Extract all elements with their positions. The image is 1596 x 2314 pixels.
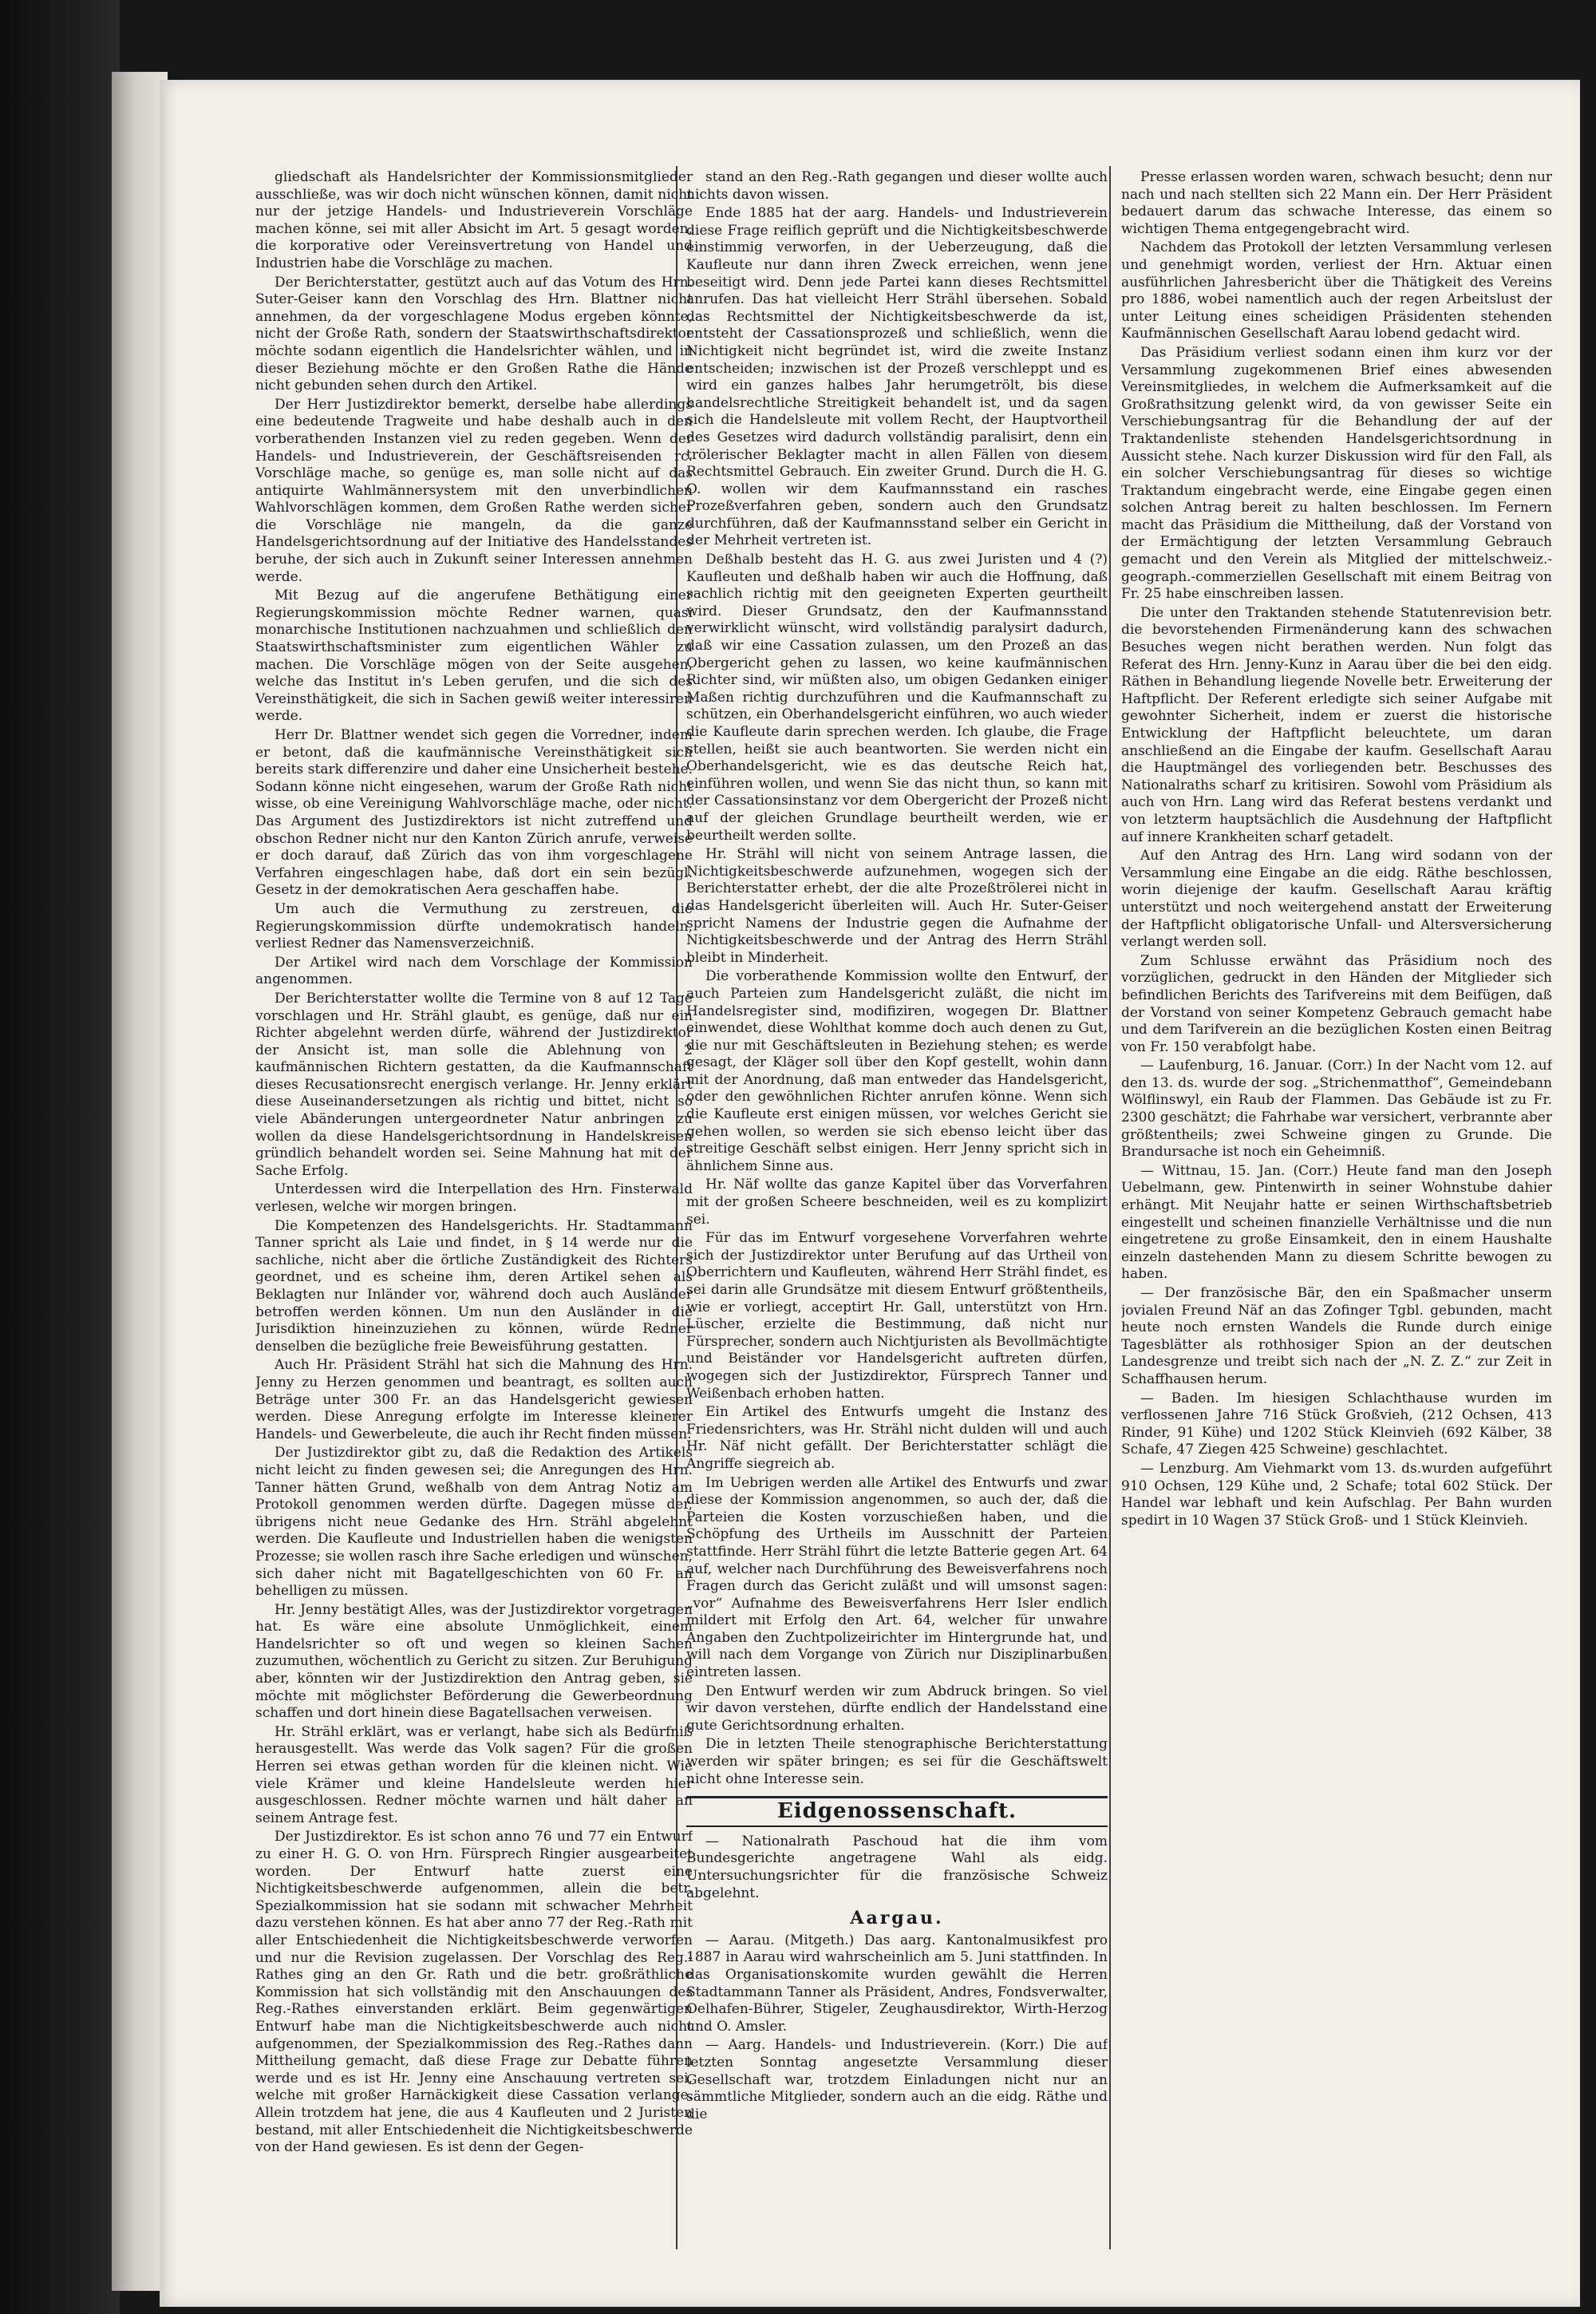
column-3: [1121, 169, 1552, 2245]
article-paragraph: Ende 1885 hat der aarg. Handels- und Industrieverein diese Frage reiflich geprüft und die Nichtigkeitsbeschwerde einstimmig verworfen, in der Ueberzeugung, daß die Kaufleute nur dann ihren Zweck erreichen, wenn jene beseitigt wird. Denn jede Partei kann dieses Rechtsmittel anrufen. Das hat vielleicht Herr Strähl übersehen. Sobald das Rechtsmittel der Nichtigkeitsbeschwerde da ist, entsteht der Cassationsprozeß und schließlich, wenn die Nichtigkeit nicht begründet ist, wird die zweite Instanz entscheiden; inzwischen ist der Prozeß verschleppt und es wird ein ganzes halbes Jahr herumgetrölt, bis diese handelsrechtliche Streitigkeit behandelt ist, und da sagen sich die Handelsleute mit vollem Recht, der Hauptvortheil des Gesetzes wird dadurch vollständig paralisirt, denn ein trölerischer Beklagter macht in allen Fällen von diesem Rechtsmittel Gebrauch. Ein zweiter Grund. Durch die H. G. O. wollen wir dem Kaufmannsstand ein rasches Prozeßverfahren geben, sondern auch den Grundsatz durchführen, daß der Kaufmannsstand selber ein Gericht in der Mehrheit vertreten ist.: [686, 205, 1108, 549]
article-paragraph: Auf den Antrag des Hrn. Lang wird sodann von der Versammlung eine Eingabe an die eidg. Räthe beschlossen, worin diejenige der kaufm. Gesellschaft Aarau kräftig unterstützt und noch weitergehend anstatt der Erweiterung der Haftpflicht obligatorische Unfall- und Altersversicherung verlangt werden soll.: [1121, 848, 1552, 951]
article-paragraph: — Aarg. Handels- und Industrieverein. (Korr.) Die auf letzten Sonntag angesetzte Versammlung dieser Gesellschaft war, trotzdem Einladungen nicht nur an sämmtliche Mitglieder, sondern auch an die eidg. Räthe und die: [686, 2037, 1108, 2122]
article-paragraph: Die unter den Traktanden stehende Statutenrevision betr. die bevorstehenden Firmenänderung kann des schwachen Besuches wegen nicht berathen werden. Nun folgt das Referat des Hrn. Jenny-Kunz in Aarau über die bei den eidg. Räthen in Behandlung liegende Novelle betr. Erweiterung der Haftpflicht. Der Referent erledigte sich seiner Aufgabe mit gewohnter Sicherheit, indem er zuerst die historische Entwicklung der Haftpflicht beleuchtete, um daran anschließend an die Eingabe der kaufm. Gesellschaft Aarau die Hauptmängel des vorliegenden betr. Beschusses des Nationalraths scharf zu kritisiren. Sowohl vom Präsidium als auch von Hrn. Lang wird das Referat bestens verdankt und von letzterm hauptsächlich die Ausdehnung der Haftpflicht auf innere Krankheiten scharf getadelt.: [1121, 604, 1552, 845]
article-paragraph: — Laufenburg, 16. Januar. (Corr.) In der Nacht vom 12. auf den 13. ds. wurde der sog. „Strichenmatthof“, Gemeindebann Wölflinswyl, ein Raub der Flammen. Das Gebäude ist zu Fr. 2300 geschätzt; die Fahrhabe war versichert, verbrannte aber größtentheils; zwei Schweine gingen zu Grunde. Die Brandursache ist noch ein Geheimniß.: [1121, 1058, 1552, 1161]
section-heading-eidgenossenschaft: Eidgenossenschaft.: [686, 1796, 1108, 1827]
article-paragraph: Unterdessen wird die Interpellation des Hrn. Finsterwald verlesen, welche wir morgen bringen.: [255, 1181, 693, 1216]
article-paragraph: Für das im Entwurf vorgesehene Vorverfahren wehrte sich der Justizdirektor unter Berufung auf das Urtheil von Oberrichtern und Kaufleuten, während Herr Strähl findet, es sei darin alle Grundsätze mit diesem Entwurf größtentheils, wie er vorliegt, acceptirt Hr. Gall, unterstützt von Hrn. Lüscher, erzielte die Bestimmung, daß nicht nur Fürsprecher, sondern auch Nichtjuristen als Bevollmächtigte und Beiständer vor Handelsgericht auftreten dürfen, wogegen sich der Justizdirektor, Fürsprech Tanner und Weißenbach erhoben hatten.: [686, 1230, 1108, 1402]
article-paragraph: Deßhalb besteht das H. G. aus zwei Juristen und 4 (?) Kaufleuten und deßhalb haben wir auch die Hoffnung, daß sachlich richtig mit den geeigneten Experten geurtheilt wird. Dieser Grundsatz, den der Kaufmannsstand verwirklicht wünscht, wird vollständig paralysirt dadurch, daß wir eine Cassation zulassen, um den Prozeß an das Obergericht gehen zu lassen, wo keine kaufmännischen Richter sind, wir müßten also, um obigen Gedanken einiger Maßen richtig durchzuführen und die Kaufmannschaft zu schützen, ein Oberhandelsgericht einführen, wo auch wieder die Kaufleute darin sprechen werden. Ich glaube, die Frage stellen, heißt sie auch beantworten. Sie werden nicht ein Oberhandelsgericht, wie es das deutsche Reich hat, einführen wollen, und wenn Sie das nicht thun, so kann mit der Cassationsinstanz vor dem Obergericht der Prozeß nicht auf der gleichen Grundlage beurtheilt werden, wie er beurtheilt werden sollte.: [686, 552, 1108, 844]
article-paragraph: Auch Hr. Präsident Strähl hat sich die Mahnung des Hrn. Jenny zu Herzen genommen und beantragt, es sollten auch Beträge unter 300 Fr. an das Handelsgericht gewiesen werden. Diese Anregung erfolgte im Interesse kleinerer Handels- und Gewerbeleute, die auch ihr Recht finden müssen.: [255, 1357, 693, 1442]
article-paragraph: Um auch die Vermuthung zu zerstreuen, die Regierungskommission dürfte undemokratisch handeln, verliest Redner das Namensverzeichniß.: [255, 900, 693, 952]
article-paragraph: Hr. Strähl erklärt, was er verlangt, habe sich als Bedürfniß herausgestellt. Was werde das Volk sagen? Für die großen Herren sei etwas gethan worden für die kleinen nicht. Wie viele Krämer und kleine Handelsleute werden hier ausgeschlossen. Redner möchte warnen und hält daher an seinem Antrage fest.: [255, 1723, 693, 1826]
article-paragraph: — Nationalrath Paschoud hat die ihm vom Bundesgerichte angetragene Wahl als eidg. Untersuchungsrichter für die französische Schweiz abgelehnt.: [686, 1833, 1108, 1901]
article-paragraph: Hr. Näf wollte das ganze Kapitel über das Vorverfahren mit der großen Scheere beschneiden, weil es zu komplizirt sei.: [686, 1177, 1108, 1228]
article-paragraph: Herr Dr. Blattner wendet sich gegen die Vorredner, indem er betont, daß die kaufmännische Vereinsthätigkeit sich bereits stark differenzire und daher eine Unsicherheit bestehe. Sodann könne nicht eingesehen, warum der Große Rath nicht wisse, ob eine Vereinigung Wahlvorschläge mache, oder nicht. Das Argument des Justizdirektors ist nicht zutreffend und obschon Redner nicht nur den Kanton Zürich anrufe, verweise er doch darauf, daß Zürich das von ihm vorgeschlagene Verfahren eingeschlagen habe, daß dort ein sein bezügl. Gesetz in der demokratischen Aera geschaffen habe.: [255, 727, 693, 899]
article-paragraph: gliedschaft als Handelsrichter der Kommissionsmitglieder ausschließe, was wir doch nicht wünschen können, damit nicht nur der jetzige Handels- und Industrieverein Vorschläge machen könne, sei mit aller Absicht im Art. 5 gesagt worden, die korporative oder Vereinsvertretung von Handel und Industrien habe die Vorschläge zu machen.: [255, 169, 693, 271]
article-paragraph: Zum Schlusse erwähnt das Präsidium noch des vorzüglichen, gedruckt in den Händen der Mitglieder sich befindlichen Berichts des Tarifvereins mit dem Beifügen, daß der Vorstand von seiner Kompetenz Gebrauch gemacht habe und dem Tarifverein an die bezüglichen Kosten einen Beitrag von Fr. 150 verabfolgt habe.: [1121, 952, 1552, 1055]
article-paragraph: Die Kompetenzen des Handelsgerichts. Hr. Stadtammann Tanner spricht als Laie und findet, in § 14 werde nur die sachliche, nicht aber die örtliche Zuständigkeit des Richters geordnet, und es scheine ihm, deren Artikel sehen als Beklagten nur Inländer vor, während doch auch Ausländer betroffen werden können. Um nun den Ausländer in die Jurisdiktion hineinzuziehen zu können, würde Redner denselben die bezügliche freie Beweisführung gestatten.: [255, 1217, 693, 1355]
column-1: [255, 169, 693, 2245]
article-paragraph: Die vorberathende Kommission wollte den Entwurf, der auch Parteien zum Handelsgericht zuläßt, die nicht im Handelsregister sind, modifiziren, wogegen Dr. Blattner einwendet, diese Wohlthat komme doch auch denen zu Gut, die nur mit Geschäftsleuten in Beziehung stehen; es werde gesagt, der Kläger soll über den Kopf gestellt, wohin dann mit der Anordnung, daß man entweder das Handelsgericht, oder den gewöhnlichen Richter anrufen könne. Wenn sich die Kaufleute erst einigen müssen, vor welches Gericht sie gehen wollen, so werden sie sich ebenso leicht über das streitige Geschäft selbst einigen. Herr Jenny spricht sich in ähnlichem Sinne aus.: [686, 968, 1108, 1174]
article-paragraph: Im Uebrigen werden alle Artikel des Entwurfs und zwar diese der Kommission angenommen, so auch der, daß die Parteien die Kosten vorzuschießen haben, und die Schöpfung des Urtheils im Ausschnitt der Parteien stattfinde. Herr Strähl führt die letzte Batterie gegen Art. 64 auf, welcher nach Durchführung des Beweisverfahrens noch Fragen durch das Gericht zuläßt und will umsonst sagen: „vor“ Aufnahme des Beweisverfahrens Herr Isler endlich mildert mit Erfolg den Art. 64, welcher für unwahre Angaben den Zuchtpolizeirichter im Hintergrunde hat, und will nach dem Vorgange von Zürich nur Disziplinarbußen eintreten lassen.: [686, 1474, 1108, 1681]
article-paragraph: Das Präsidium verliest sodann einen ihm kurz vor der Versammlung zugekommenen Brief eines abwesenden Vereinsmitgliedes, in welchem die Aufmerksamkeit auf die Großrathsitzung gelenkt wird, da von gewisser Seite ein Verschiebungsantrag für die Behandlung der auf der Traktandenliste stehenden Handelsgerichtsordnung in Aussicht stehe. Nach kurzer Diskussion wird für den Fall, als ein solcher Verschiebungsantrag für dieses so wichtige Traktandum eingebracht werde, eine Eingabe gegen einen solchen Antrag bereit zu halten beschlossen. Im Fernern macht das Präsidium die Mittheilung, daß der Vorstand von der Ermächtigung der letzten Versammlung Gebrauch gemacht und den Verein als Mitglied der mittelschweiz.-geograph.-commerziellen Gesellschaft mit einem Beitrag von Fr. 25 habe einschreiben lassen.: [1121, 344, 1552, 603]
article-paragraph: — Wittnau, 15. Jan. (Corr.) Heute fand man den Joseph Uebelmann, gew. Pintenwirth in seiner Wohnstube dahier erhängt. Mit Neujahr hatte er seinen Wirthschaftsbetrieb eingestellt und scheinen finanzielle Verhältnisse und die nun eingetretene zu große Einsamkeit, den in einem Haushalte einzeln dastehenden Mann zu diesem Schritte bewogen zu haben.: [1121, 1162, 1552, 1283]
article-paragraph: Hr. Strähl will nicht von seinem Antrage lassen, die Nichtigkeitsbeschwerde aufzunehmen, wogegen sich der Berichterstatter erhebt, der die alte Prozeßtrölerei nicht in das Handelsgericht überleiten will. Auch Hr. Suter-Geiser spricht Namens der Industrie gegen die Aufnahme der Nichtigkeitsbeschwerde und der Antrag des Herrn Strähl bleibt in Minderheit.: [686, 846, 1108, 966]
article-paragraph: Der Herr Justizdirektor bemerkt, derselbe habe allerdings eine bedeutende Tragweite und habe deshalb auch in den vorberathenden Instanzen viel zu reden gegeben. Wenn der Handels- und Industrieverein, der Geschäftsreisenden rc. Vorschläge mache, so genüge es, man solle nicht auf das antiquirte Wahlmännersystem mit den unverbindlichen Wahlvorschlägen kommen, dem Großen Rathe werden sicher die Vorschläge nie mangeln, da die ganze Handelsgerichtsordnung auf der Initiative des Handelsstandes beruhe, der sich auch in Zukunft seiner Interessen annehmen werde.: [255, 396, 693, 585]
article-paragraph: — Der französische Bär, den ein Spaßmacher unserm jovialen Freund Näf an das Zofinger Tgbl. gebunden, macht heute noch ernsten Wandels die Runde durch einige Tagesblätter als rothhosiger Spion an der deutschen Landesgrenze und treibt sich nach der „N. Z. Z.“ zur Zeit in Schaffhausen herum.: [1121, 1285, 1552, 1387]
article-paragraph: Presse erlassen worden waren, schwach besucht; denn nur nach und nach stellten sich 22 Mann ein. Der Herr Präsident bedauert darum das schwache Interesse, das einem so wichtigen Thema entgegengebracht wird.: [1121, 169, 1552, 237]
article-paragraph: Der Justizdirektor. Es ist schon anno 76 und 77 ein Entwurf zu einer H. G. O. von Hrn. Fürsprech Ringier ausgearbeitet worden. Der Entwurf hatte zuerst eine Nichtigkeitsbeschwerde aufgenommen, allein die betr. Spezialkommission hat sie sodann mit schwacher Mehrheit dazu verstehen können. Es hat aber anno 77 der Reg.-Rath mit aller Entschiedenheit die Nichtigkeitsbeschwerde verworfen und nur die Revision zugelassen. Der Vorschlag des Reg.-Rathes ging an den Gr. Rath und die betr. großräthliche Kommission hat sich vollständig mit den Anschauungen des Reg.-Rathes einverstanden erklärt. Beim gegenwärtigen Entwurf habe man die Nichtigkeitsbeschwerde auch nicht aufgenommen, der Spezialkommission des Reg.-Rathes dann Mittheilung gemacht, daß diese Frage zur Debatte führen werde und es ist Hr. Jenny eine Anschauung vertreten sei, welche mit großer Harnäckigkeit diese Cassation verlange. Allein trotzdem hat jene, die aus 4 Kaufleuten und 2 Juristen bestand, mit aller Entschiedenheit die Nichtigkeitsbeschwerde von der Hand gewiesen. Es ist denn der Gegen-: [255, 1829, 693, 2156]
article-paragraph: Mit Bezug auf die angerufene Bethätigung einer Regierungskommission möchte Redner warnen, quasi monarchische Institutionen nachzuahmen und schließlich den Staatswirthschaftsminister zum eigentlichen Wähler zu machen. Die Vorschläge mögen von der Seite ausgehen, welche das Institut in's Leben gerufen, und die sich des Vereinsthätigkeit, die sich in Sachen gewiß weiter interessiren werde.: [255, 587, 693, 725]
article-paragraph: stand an den Reg.-Rath gegangen und dieser wollte auch nichts davon wissen.: [686, 169, 1108, 203]
article-paragraph: Den Entwurf werden wir zum Abdruck bringen. So viel wir davon verstehen, dürfte endlich der Handelsstand eine gute Gerichtsordnung erhalten.: [686, 1683, 1108, 1734]
article-paragraph: Nachdem das Protokoll der letzten Versammlung verlesen und genehmigt worden, verliest der Hrn. Aktuar einen ausführlichen Jahresbericht über die Thätigkeit des Vereins pro 1886, wobei namentlich auch der regen Arbeitslust der unter Leitung eines scheidigen Präsidenten stehenden Kaufmännischen Gesellschaft Aarau lobend gedacht wird.: [1121, 239, 1552, 342]
newspaper-page: [160, 80, 1580, 2307]
article-paragraph: Die in letzten Theile stenographische Berichterstattung werden wir später bringen; es sei für die Geschäftswelt nicht ohne Interesse sein.: [686, 1736, 1108, 1787]
article-paragraph: — Lenzburg. Am Viehmarkt vom 13. ds.wurden aufgeführt 910 Ochsen, 129 Kühe und, 2 Schafe; total 602 Stück. Der Handel war lebhaft und kein Aufschlag. Per Bahn wurden spedirt in 10 Wagen 37 Stück Groß- und 1 Stück Kleinvieh.: [1121, 1460, 1552, 1529]
article-paragraph: Der Artikel wird nach dem Vorschlage der Kommission angenommen.: [255, 954, 693, 988]
article-paragraph: Hr. Jenny bestätigt Alles, was der Justizdirektor vorgetragen hat. Es wäre eine absolute Unmöglichkeit, einem Handelsrichter so oft und wegen so kleinen Sachen zuzumuthen, wöchentlich zu Gericht zu sitzen. Zur Beruhigung aber, könnten wir der Justizdirektion den Antrag geben, sie möchte mit möglichster Beförderung die Gewerbeordnung schaffen und dort hinein diese Bagatellsachen verweisen.: [255, 1601, 693, 1722]
column-rule: [1109, 166, 1111, 2249]
section-heading-aargau: Aargau.: [850, 1908, 944, 1929]
article-paragraph: Der Justizdirektor gibt zu, daß die Redaktion des Artikels nicht leicht zu finden gewesen sei; die Anregungen des Hrn. Tanner hätten Grund, weßhalb von dem Antrag Notiz am Protokoll genommen werden dürfte. Dagegen müsse der, übrigens nicht neue Gedanke des Hrn. Strähl abgelehnt werden. Die Kaufleute und Industriellen haben die wenigsten Prozesse; sie wollen rasch ihre Sache erledigen und wünschen, sich daher nicht mit Bagatellgeschichten von 60 Fr. an behelligen zu müssen.: [255, 1445, 693, 1600]
article-paragraph: Ein Artikel des Entwurfs umgeht die Instanz des Friedensrichters, was Hr. Strähl nicht dulden will und auch Hr. Näf nicht gefällt. Der Berichterstatter schlägt die Angriffe siegreich ab.: [686, 1404, 1108, 1472]
article-paragraph: Der Berichterstatter, gestützt auch auf das Votum des Hrn. Suter-Geiser kann den Vorschlag des Hrn. Blattner nicht annehmen, da der vorgeschlagene Modus ergeben könnte, nicht der Große Rath, sondern der Staatswirthschaftsdirektor möchte sodann eigentlich die Handelsrichter wählen, und in dieser Beziehung möchte er den Großen Rathe die Hände nicht gebunden sehen durch den Artikel.: [255, 274, 693, 394]
article-paragraph: — Aarau. (Mitgeth.) Das aarg. Kantonalmusikfest pro 1887 in Aarau wird wahrscheinlich am 5. Juni stattfinden. In das Organisationskomite wurden gewählt die Herren Stadtammann Tanner als Präsident, Andres, Fondsverwalter, Oelhafen-Bührer, Stigeler, Zeughausdirektor, Wirth-Herzog und O. Amsler.: [686, 1932, 1108, 2035]
scan-backdrop: [0, 0, 120, 2314]
column-2: [686, 169, 1108, 2245]
article-paragraph: — Baden. Im hiesigen Schlachthause wurden im verflossenen Jahre 716 Stück Großvieh, (212 Ochsen, 413 Rinder, 91 Kühe) und 1202 Stück Kleinvieh (692 Kälber, 38 Schafe, 47 Ziegen 425 Schweine) geschlachtet.: [1121, 1390, 1552, 1458]
article-paragraph: Der Berichterstatter wollte die Termine von 8 auf 12 Tage vorschlagen und Hr. Strähl glaubt, es genüge, daß nur ein Richter abgelehnt werden dürfe, während der Justizdirektor der Ansicht ist, man solle die Ablehnung von 2 kaufmännischen Richtern gestatten, da die Kaufmannschaft dieses Recusationsrecht energisch verlange. Hr. Jenny erklärt diese Auseinandersetzungen als richtig und bittet, nicht so viele Abänderungen untergeordneter Natur anbringen zu wollen da diese Handelsgerichtsordnung in Handelskreisen gründlich behandelt worden sei. Seine Mahnung hat mit der Sache Erfolg.: [255, 990, 693, 1179]
